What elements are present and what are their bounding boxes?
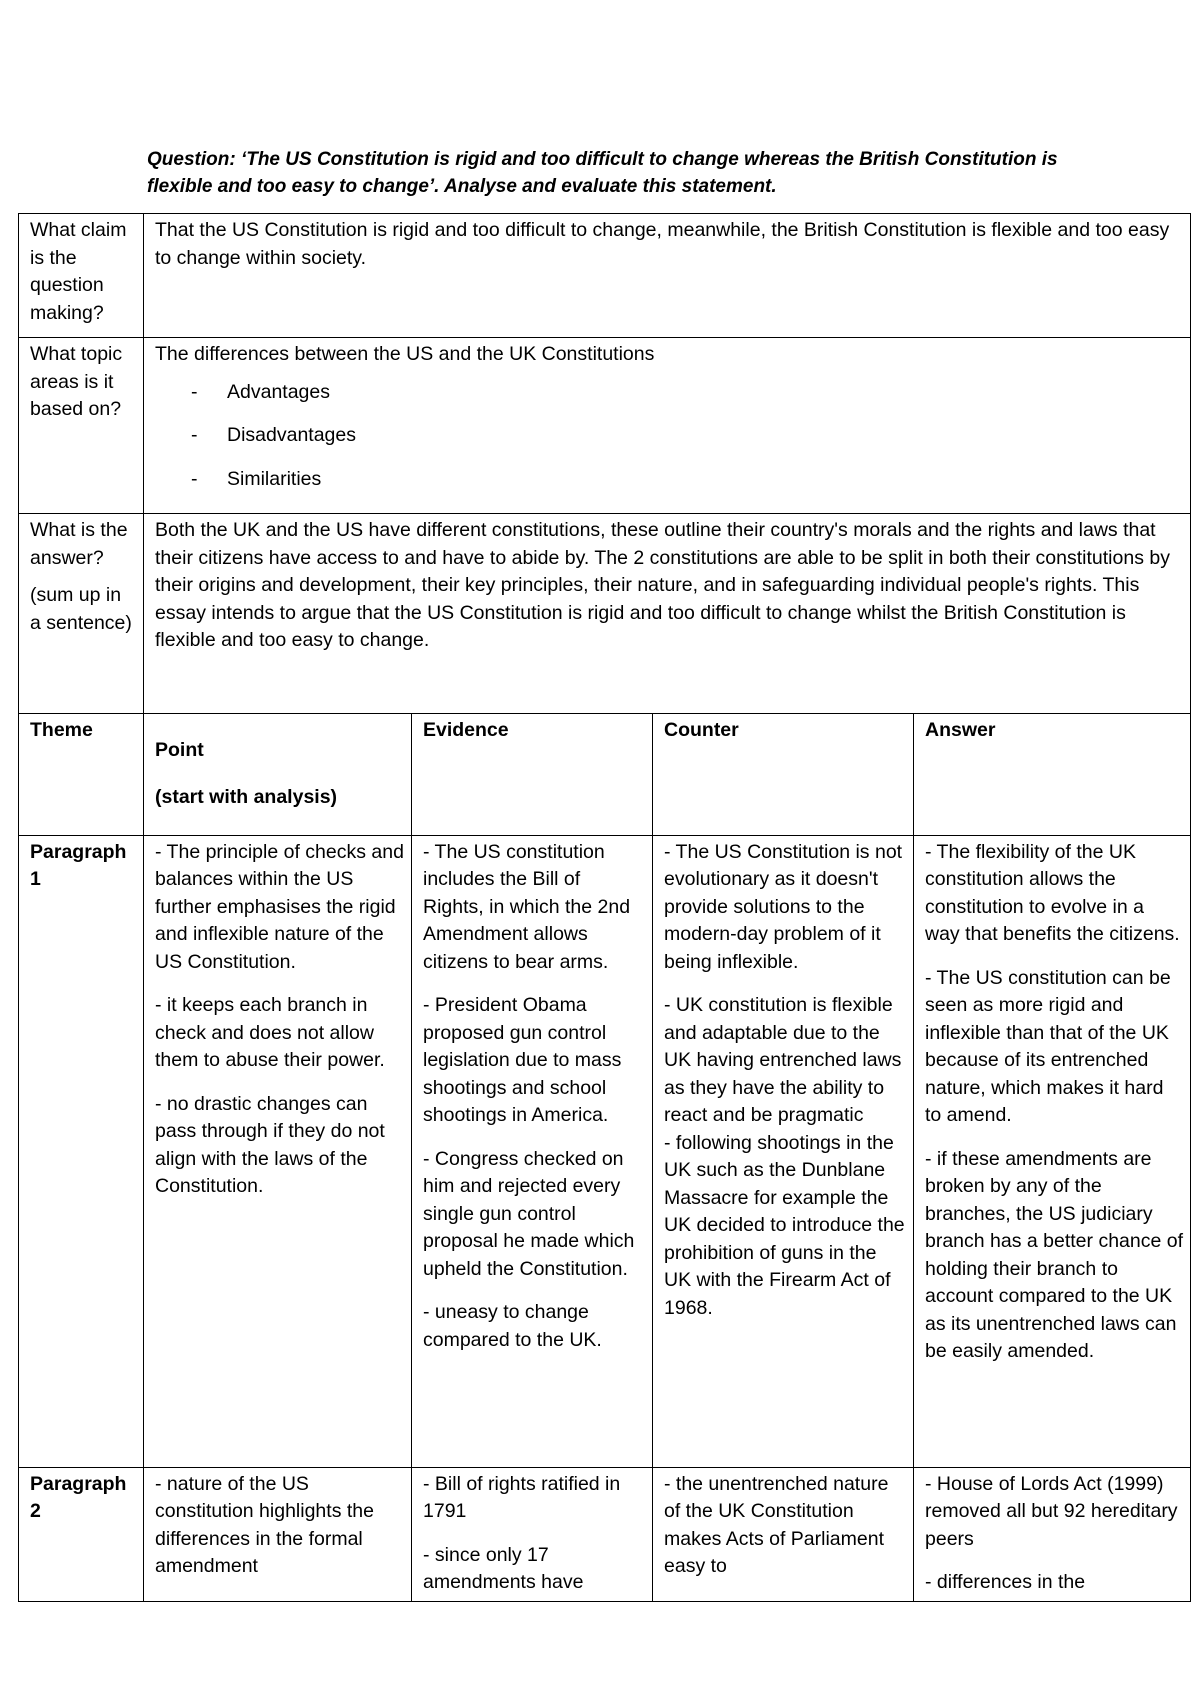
header-theme: Theme <box>19 714 144 836</box>
claim-label-cell <box>19 214 144 338</box>
topic-row <box>19 338 1191 514</box>
answer-content-cell <box>144 514 1191 714</box>
paragraph-1-label: Paragraph 1 <box>19 835 144 1467</box>
list-item: - Similarities <box>191 467 322 490</box>
paragraph-2-evidence: - Bill of rights ratified in 1791 - since only 17 amendments have <box>412 1467 653 1601</box>
claim-row <box>19 214 1191 338</box>
paragraph-2-counter: - the unentrenched nature of the UK Constitution makes Acts of Parliament easy to <box>653 1467 914 1601</box>
question-heading: Question: ‘The US Constitution is rigid and too difficult to change whereas the British Constitution is flexible and too easy to change’. Analyse and evaluate this statement. <box>147 149 1058 197</box>
list-item: - Advantages <box>191 380 330 403</box>
header-answer: Answer <box>914 714 1191 836</box>
paragraph-1-answer: - The flexibility of the UK constitution allows the constitution to evolve in a way that benefits the citizens. - The US constitution can be seen as more rigid and inflexible than that of the UK because of its entrenched nature, which makes it hard to amend. - if these amendments are broken by any of the branches, the US judiciary branch has a better chance of holding their branch to account compared to the UK as its unentrenched laws can be easily amended. <box>914 835 1191 1467</box>
paragraph-1-point: - The principle of checks and balances within the US further emphasises the rigid and inflexible nature of the US Constitution. - it keeps each branch in check and does not allow them to abuse their power. - no drastic changes can pass through if they do not align with the laws of the Constitution. <box>144 835 412 1467</box>
answer-row <box>19 514 1191 714</box>
topic-label: What topic areas is it based on? <box>30 343 123 420</box>
topic-content-cell <box>144 338 1191 514</box>
table-row <box>19 1467 1191 1601</box>
header-evidence: Evidence <box>412 714 653 836</box>
paragraph-1-evidence: - The US constitution includes the Bill of Rights, in which the 2nd Amendment allows citizens to bear arms. - President Obama proposed gun control legislation due to mass shootings and school shootings in America. - Congress checked on him and rejected every single gun control proposal he made which upheld the Constitution. - uneasy to change compared to the UK. <box>412 835 653 1467</box>
paragraph-2-answer: - House of Lords Act (1999) removed all but 92 hereditary peers - differences in the <box>914 1467 1191 1601</box>
table-row <box>19 835 1191 1467</box>
paragraph-2-point: - nature of the US constitution highlights the differences in the formal amendment <box>144 1467 412 1601</box>
header-point: Point (start with analysis) <box>144 714 412 836</box>
table-header-row <box>19 714 1191 836</box>
claim-content: That the US Constitution is rigid and too difficult to change, meanwhile, the British Constitution is flexible and too easy to change within society. <box>155 219 1170 269</box>
topic-bullet-list <box>155 379 1184 494</box>
answer-sublabel: (sum up in a sentence) <box>30 584 132 634</box>
paragraph-1-counter: - The US Constitution is not evolutionary as it doesn't provide solutions to the modern-day problem of it being inflexible. - UK constitution is flexible and adaptable due to the UK having entrenched laws as they have the ability to react and be pragmatic - following shootings in the UK such as the Dunblane Massacre for example the UK decided to introduce the prohibition of guns in the UK with the Firearm Act of 1968. <box>653 835 914 1467</box>
topic-label-cell <box>19 338 144 514</box>
claim-content-cell <box>144 214 1191 338</box>
claim-label: What claim is the question making? <box>30 219 127 324</box>
answer-content: Both the UK and the US have different constitutions, these outline their country's morals and the rights and laws that their citizens have access to and have to abide by. The 2 constitutions are able to be split in both their constitutions by their origins and development, their key principles, their nature, and in safeguarding individual people's rights. This essay intends to argue that the US Constitution is rigid and too difficult to change whilst the British Constitution is flexible and too easy to change. <box>155 519 1170 651</box>
planning-table <box>18 213 1191 1602</box>
list-item: - Disadvantages <box>191 424 356 446</box>
answer-label-cell <box>19 514 144 714</box>
topic-content: The differences between the US and the UK Constitutions <box>155 343 655 365</box>
header-counter: Counter <box>653 714 914 836</box>
answer-label: What is the answer? <box>30 519 128 569</box>
paragraph-2-label: Paragraph 2 <box>19 1467 144 1601</box>
